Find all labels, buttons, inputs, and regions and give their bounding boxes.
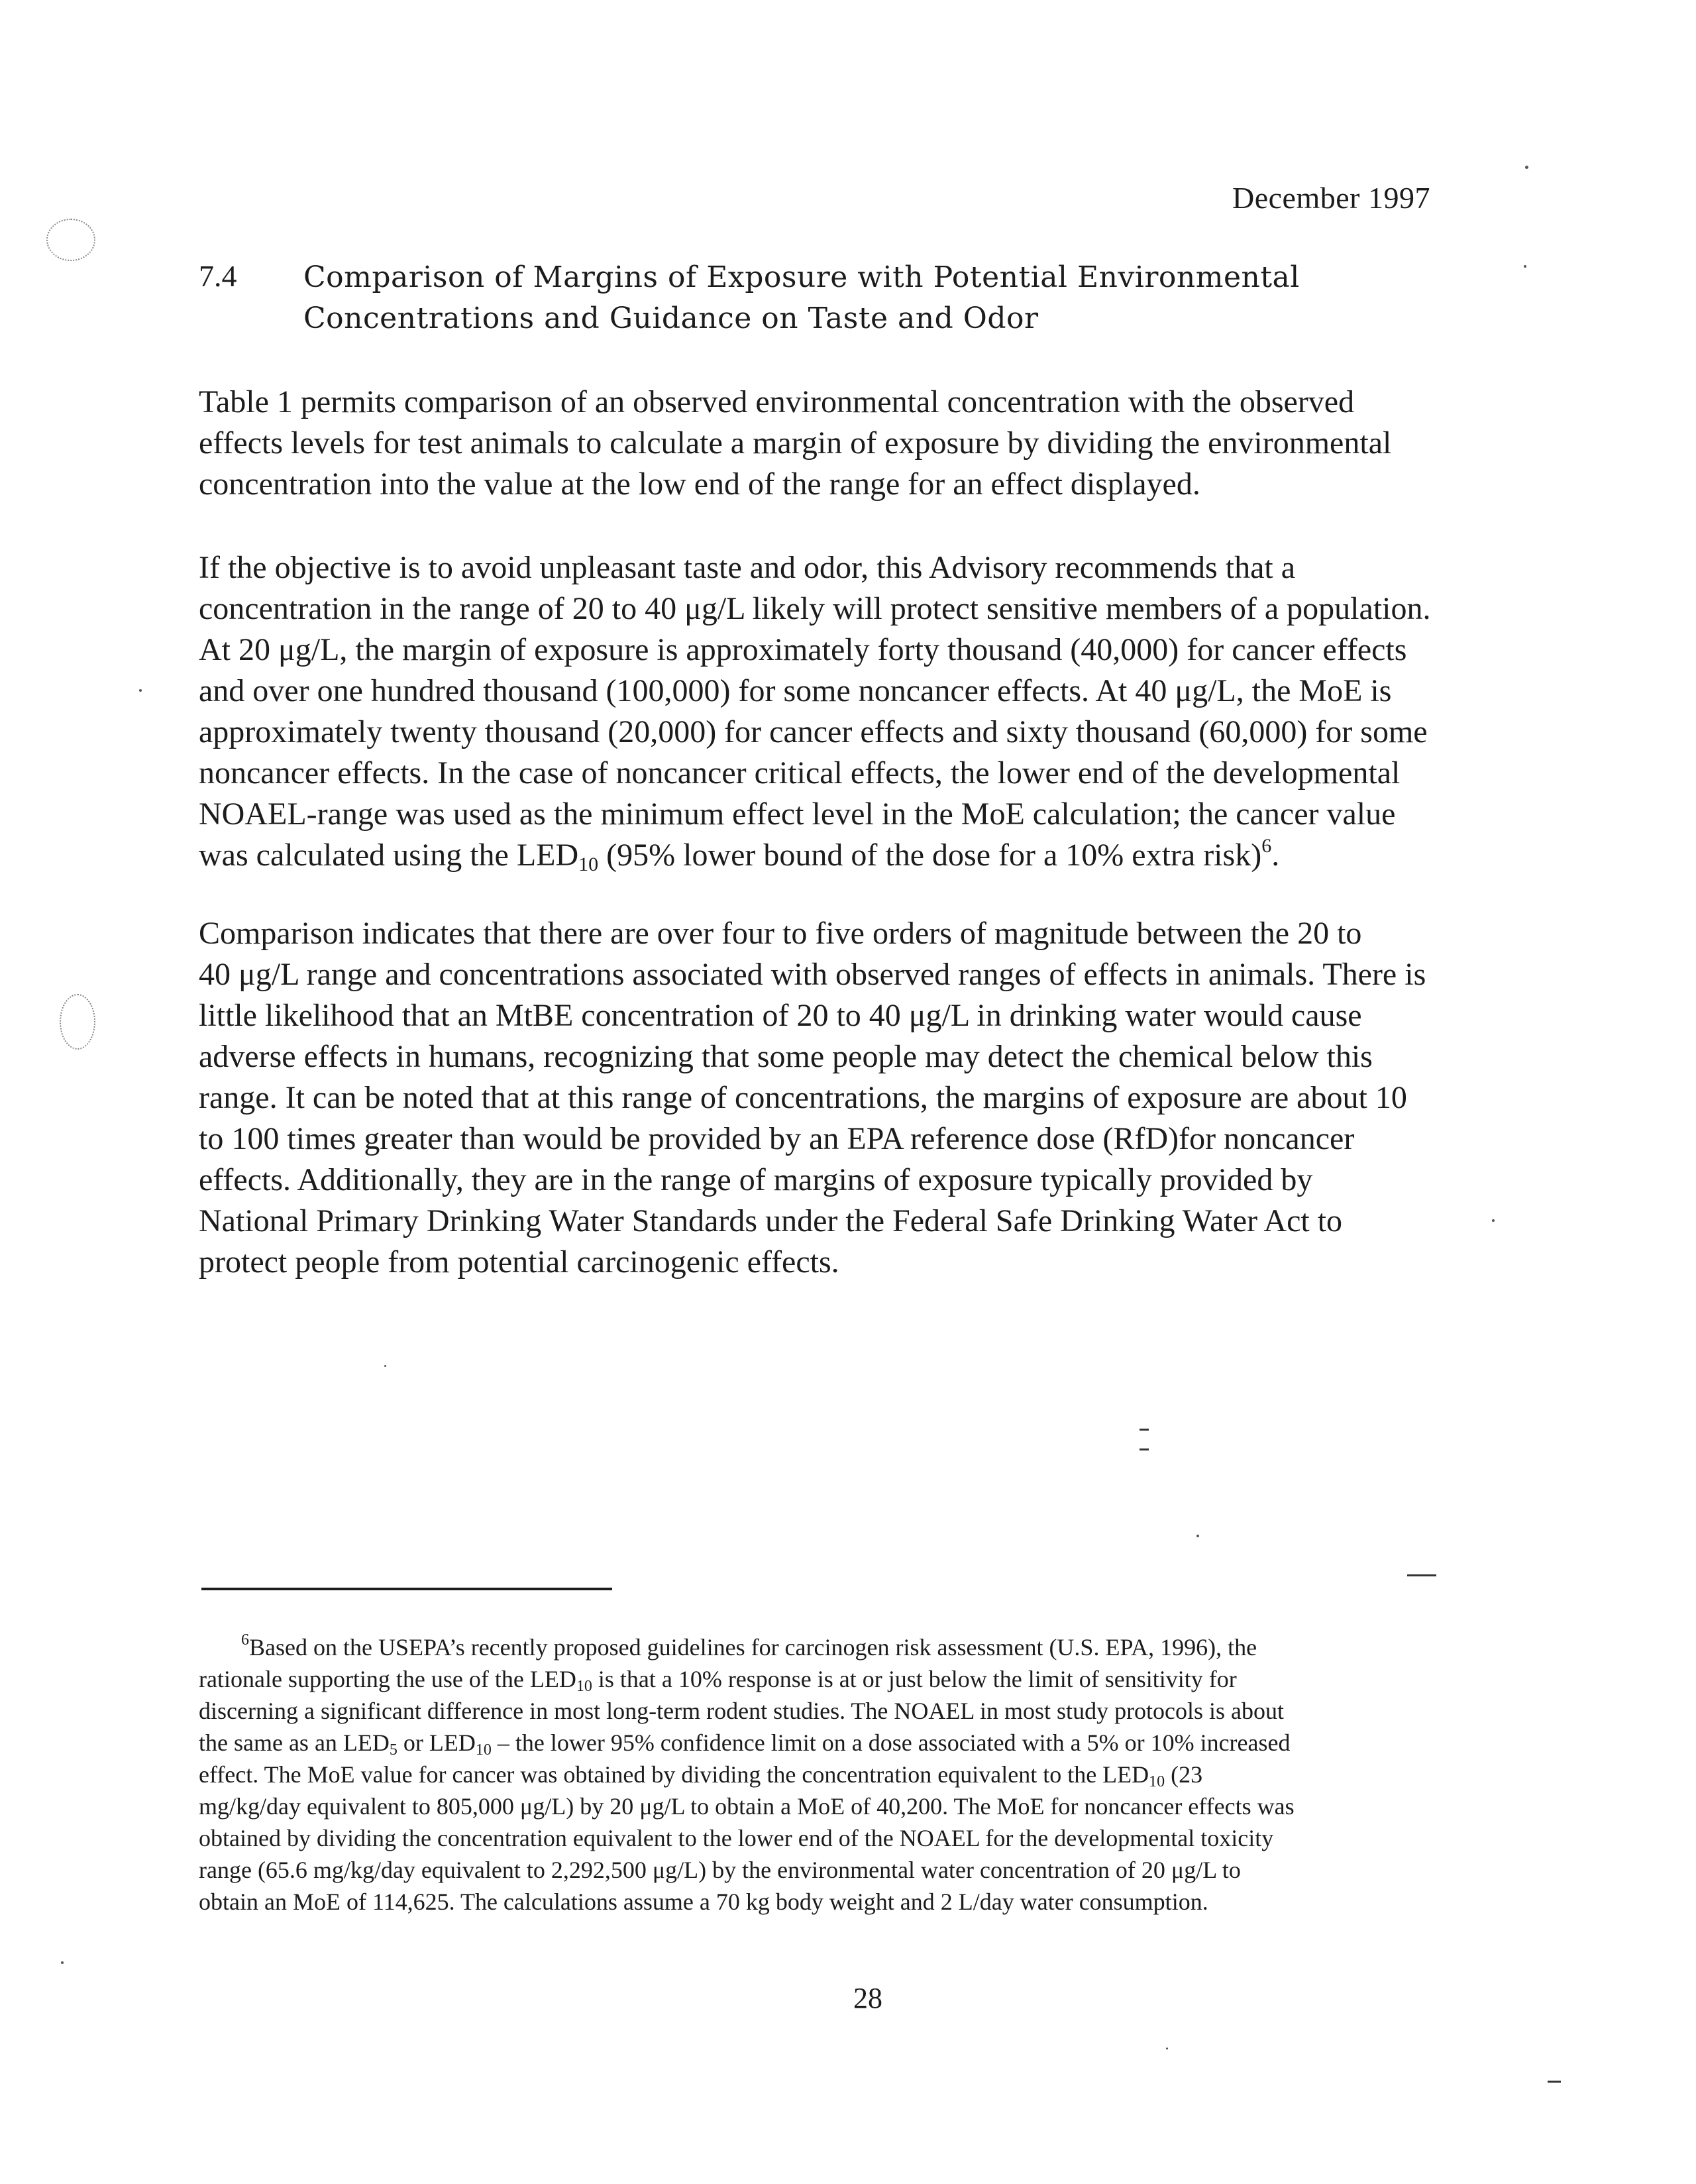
scan-artifact bbox=[139, 689, 142, 692]
text-segment: is that a 10% response is at or just below the limit of sensitivity for bbox=[592, 1666, 1237, 1692]
scan-artifact bbox=[1548, 2081, 1561, 2083]
scan-artifact bbox=[1166, 2048, 1168, 2049]
subscript: 10 bbox=[1149, 1773, 1165, 1790]
paragraph-line: and over one hundred thousand (100,000) for some noncancer effects. At 40 μg/L, the MoE is bbox=[199, 673, 1392, 708]
text-segment: or LED bbox=[397, 1729, 476, 1756]
scan-artifact bbox=[61, 1961, 64, 1964]
paragraph-line: 40 μg/L range and concentrations associated with observed ranges of effects in animals. There is bbox=[199, 957, 1426, 992]
paragraph-comparison-magnitude bbox=[199, 913, 1426, 1283]
paragraph-line: to 100 times greater than would be provided by an EPA reference dose (RfD)for noncancer bbox=[199, 1121, 1355, 1156]
paragraph-line: range. It can be noted that at this range of concentrations, the margins of exposure are about 10 bbox=[199, 1080, 1407, 1115]
subscript: 10 bbox=[578, 853, 599, 875]
scan-artifact bbox=[1524, 265, 1526, 268]
paragraph-line: Comparison indicates that there are over four to five orders of magnitude between the 20 to bbox=[199, 916, 1362, 951]
paragraph-line: If the objective is to avoid unpleasant taste and odor, this Advisory recommends that a bbox=[199, 550, 1296, 585]
paragraph-line: effects. Additionally, they are in the range of margins of exposure typically provided by bbox=[199, 1162, 1313, 1197]
scan-artifact bbox=[384, 1365, 386, 1367]
paragraph-taste-odor bbox=[199, 547, 1430, 876]
footnote-line: range (65.6 mg/kg/day equivalent to 2,292,500 μg/L) by the environmental water concentration of 20 μg/L to bbox=[199, 1857, 1241, 1883]
paragraph-line: Table 1 permits comparison of an observed environmental concentration with the observed bbox=[199, 384, 1355, 419]
footnote-line: obtained by dividing the concentration equivalent to the lower end of the NOAEL for the developmental toxicity bbox=[199, 1825, 1274, 1851]
footnote-line bbox=[199, 1759, 1295, 1790]
footnote-reference: 6 bbox=[1261, 835, 1272, 857]
text-segment: (95% lower bound of the dose for a 10% extra risk) bbox=[598, 838, 1262, 873]
text-segment: rationale supporting the use of the LED bbox=[199, 1666, 576, 1692]
text-segment: . bbox=[1271, 838, 1280, 873]
paragraph-line: little likelihood that an MtBE concentration of 20 to 40 μg/L in drinking water would cause bbox=[199, 998, 1362, 1033]
paragraph-line: noncancer effects. In the case of noncancer critical effects, the lower end of the developmental bbox=[199, 755, 1401, 791]
scan-artifact bbox=[1525, 166, 1528, 169]
paragraph-line: adverse effects in humans, recognizing that some people may detect the chemical below this bbox=[199, 1039, 1373, 1074]
scan-artifact bbox=[1196, 1535, 1199, 1537]
text-segment: the same as an LED bbox=[199, 1729, 390, 1756]
footnote-line: obtain an MoE of 114,625. The calculations assume a 70 kg body weight and 2 L/day water consumption. bbox=[199, 1888, 1208, 1915]
scan-artifact bbox=[1407, 1574, 1436, 1576]
paragraph-line: protect people from potential carcinogenic effects. bbox=[199, 1244, 839, 1280]
footnote-line bbox=[199, 1631, 1295, 1663]
scan-artifact bbox=[1140, 1448, 1149, 1450]
paragraph-table-comparison bbox=[199, 382, 1391, 505]
footnote-line bbox=[199, 1663, 1295, 1695]
scan-artifact bbox=[1140, 1429, 1149, 1431]
scan-artifact bbox=[1492, 1219, 1495, 1222]
paragraph-line: effects levels for test animals to calculate a margin of exposure by dividing the environmental bbox=[199, 425, 1392, 461]
paragraph-line: At 20 μg/L, the margin of exposure is approximately forty thousand (40,000) for cancer effects bbox=[199, 632, 1407, 667]
text-segment: was calculated using the LED bbox=[199, 838, 579, 873]
paragraph-line-with-footnote bbox=[199, 835, 1430, 876]
scan-artifact bbox=[60, 994, 95, 1050]
footnote-marker: 6 bbox=[241, 1631, 249, 1649]
subscript: 5 bbox=[389, 1741, 398, 1759]
paragraph-line: concentration in the range of 20 to 40 μg/L likely will protect sensitive members of a population. bbox=[199, 591, 1431, 626]
section-title: Comparison of Margins of Exposure with Potential Environmental Concentrations and Guidance on Taste and Odor bbox=[303, 260, 1300, 335]
subscript: 10 bbox=[576, 1678, 592, 1695]
text-segment: – the lower 95% confidence limit on a dose associated with a 5% or 10% increased bbox=[491, 1729, 1291, 1756]
section-number: 7.4 bbox=[199, 259, 237, 293]
footnote bbox=[199, 1631, 1295, 1918]
footnote-line: discerning a significant difference in most long-term rodent studies. The NOAEL in most study protocols is about bbox=[199, 1698, 1285, 1724]
footnote-line bbox=[199, 1727, 1295, 1759]
paragraph-line: concentration into the value at the low end of the range for an effect displayed. bbox=[199, 466, 1200, 502]
subscript: 10 bbox=[475, 1741, 492, 1759]
paragraph-line: National Primary Drinking Water Standards under the Federal Safe Drinking Water Act to bbox=[199, 1203, 1343, 1238]
document-date: December 1997 bbox=[1232, 181, 1430, 215]
paragraph-line: approximately twenty thousand (20,000) for cancer effects and sixty thousand (60,000) for some bbox=[199, 714, 1428, 749]
page-number: 28 bbox=[853, 1982, 882, 2014]
scan-artifact bbox=[46, 219, 95, 261]
text-segment: effect. The MoE value for cancer was obtained by dividing the concentration equivalent to the LED bbox=[199, 1761, 1149, 1788]
footnote-line: mg/kg/day equivalent to 805,000 μg/L) by 20 μg/L to obtain a MoE of 40,200. The MoE for noncancer effects was bbox=[199, 1793, 1295, 1820]
text-segment: (23 bbox=[1165, 1761, 1203, 1788]
text-segment: Based on the USEPA’s recently proposed guidelines for carcinogen risk assessment (U.S. EPA, 1996), the bbox=[249, 1634, 1257, 1661]
paragraph-line: NOAEL-range was used as the minimum effect level in the MoE calculation; the cancer value bbox=[199, 796, 1396, 832]
footnote-separator bbox=[201, 1588, 612, 1590]
